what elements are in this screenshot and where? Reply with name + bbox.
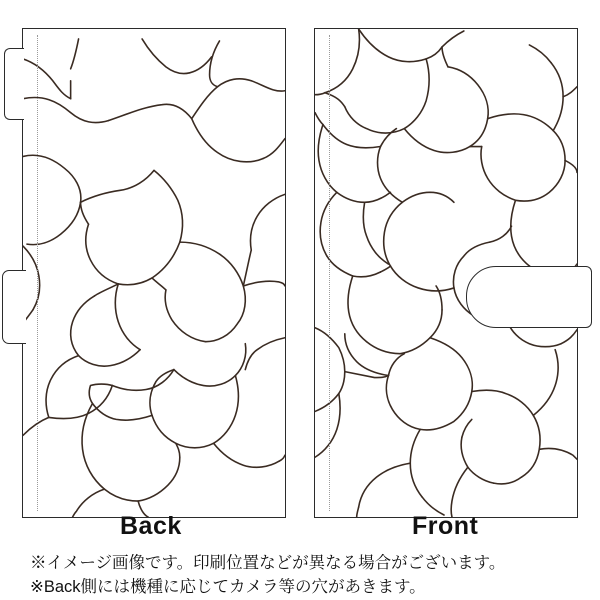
spine-stitch-line-back: [37, 35, 38, 511]
case-flap-top: [4, 48, 24, 120]
spine-stitch-line-front: [329, 35, 330, 511]
panel-back: [22, 28, 286, 518]
panel-labels: [0, 512, 600, 552]
disclaimer-notes: [30, 552, 590, 600]
case-closure-strap: [466, 266, 592, 328]
label-front: Front: [412, 512, 479, 540]
panel-group: [0, 18, 600, 518]
note-line-2: ※Back側には機種に応じてカメラ等の穴があきます。: [30, 577, 426, 596]
case-flap-middle: [2, 270, 26, 344]
cracked-stone-line-pattern-back: [23, 29, 285, 517]
label-back: Back: [120, 512, 182, 540]
note-line-1: ※イメージ画像です。印刷位置などが異なる場合がございます。: [30, 554, 506, 572]
